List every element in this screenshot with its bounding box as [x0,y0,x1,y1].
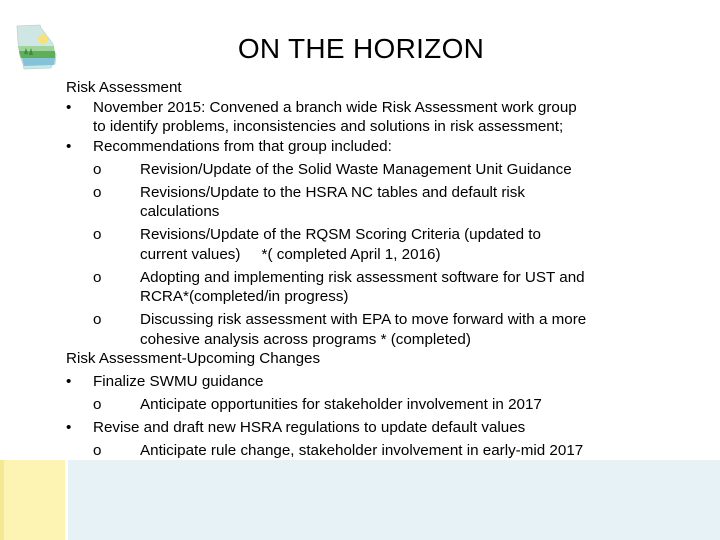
sub-bullet-item [66,395,706,415]
sub-bullet-text: Revisions/Update of the RQSM Scoring Criteria (updated to [140,226,541,243]
footer-accent-strip [0,460,4,540]
sub-bullet-marker: o [93,311,102,328]
sub-bullet-item [66,310,706,330]
bullet-marker: • [66,419,72,436]
sub-bullet-continuation: current values) *( completed April 1, 2016) [140,245,441,263]
bullet-text: Recommendations from that group included: [93,137,392,155]
sub-bullet-item [66,183,706,203]
bullet-item [66,98,706,118]
sub-bullet-marker: o [93,183,102,201]
bullet-text: November 2015: Convened a branch wide Risk Assessment work group [93,98,577,116]
footer-accent-yellow [0,460,65,540]
sub-bullet-marker: o [93,442,102,459]
sub-bullet-text: Adopting and implementing risk assessment software for UST and [140,268,585,286]
sub-bullet-item [66,160,706,180]
sub-bullet-continuation: RCRA*(completed/in progress) [140,288,349,305]
bullet-marker: • [66,98,72,116]
slide-body [66,78,706,461]
sub-bullet-item [66,268,706,288]
sub-bullet-marker: o [93,268,102,286]
sub-bullet-text: Anticipate opportunities for stakeholder involvement in 2017 [140,396,542,413]
bullet-item [66,137,706,157]
bullet-item [66,372,706,392]
sub-bullet-item [66,441,706,461]
sub-bullet-text: Anticipate rule change, stakeholder involvement in early-mid 2017 [140,442,584,459]
sub-bullet-marker: o [93,160,102,178]
sub-bullet-marker: o [93,396,102,413]
sub-bullet-marker: o [93,226,102,243]
footer-accent-blue [68,460,720,540]
sub-bullet-item [66,225,706,245]
section-heading: Risk Assessment-Upcoming Changes [66,350,321,367]
bullet-text: Revise and draft new HSRA regulations to update default values [93,419,526,436]
sub-bullet-continuation: calculations [140,203,220,220]
bullet-marker: • [66,137,72,155]
slide-title: ON THE HORIZON [237,33,485,64]
sub-bullet-text: Revisions/Update to the HSRA NC tables and default risk [140,183,525,201]
bullet-marker: • [66,373,72,390]
sub-bullet-text: Revision/Update of the Solid Waste Management Unit Guidance [140,160,572,178]
bullet-text: Finalize SWMU guidance [93,373,264,390]
sub-bullet-continuation: cohesive analysis across programs * (completed) [140,330,471,348]
sub-bullet-text: Discussing risk assessment with EPA to move forward with a more [140,311,587,328]
bullet-item [66,418,706,438]
bullet-continuation: to identify problems, inconsistencies and solutions in risk assessment; [93,118,564,135]
section-heading: Risk Assessment [66,79,182,96]
